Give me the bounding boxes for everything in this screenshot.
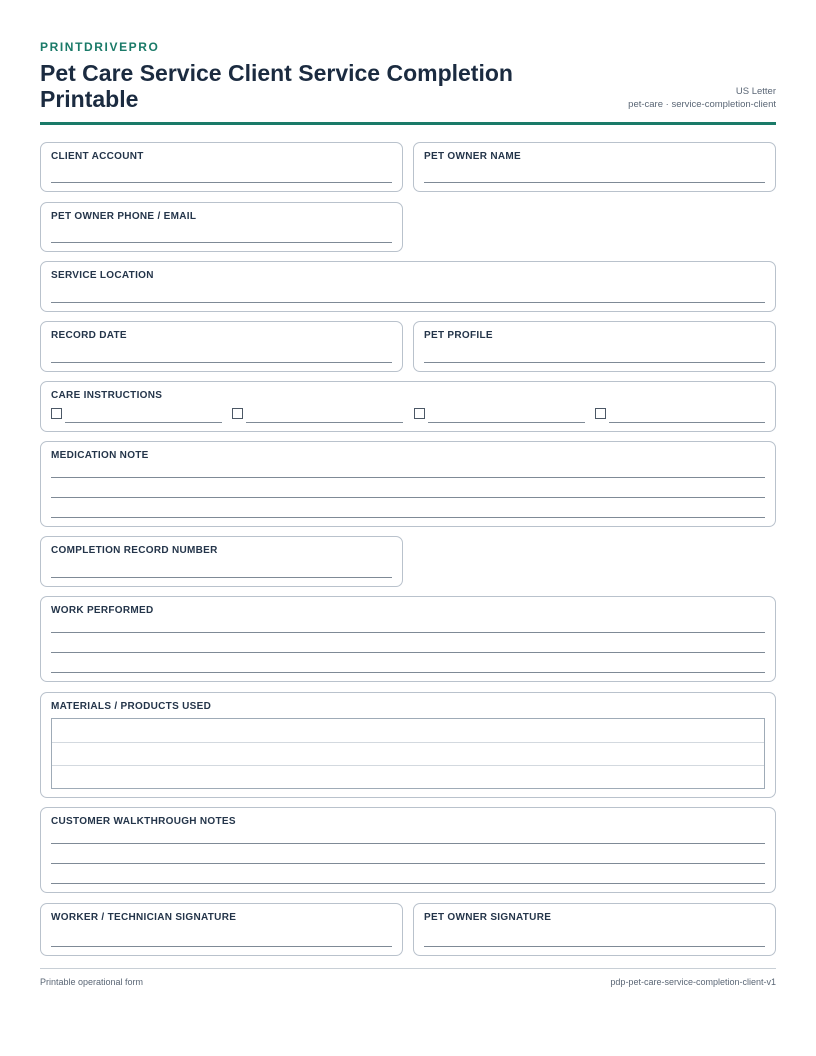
checkbox[interactable] xyxy=(595,408,606,419)
work-performed-line[interactable] xyxy=(51,672,765,673)
checkbox[interactable] xyxy=(414,408,425,419)
pet-owner-name-field[interactable] xyxy=(413,142,776,192)
care-instructions-field xyxy=(40,381,776,432)
care-instruction-line[interactable] xyxy=(428,422,585,423)
care-instruction-line[interactable] xyxy=(65,422,222,423)
completion-record-number-input-line[interactable] xyxy=(51,577,392,578)
client-account-field[interactable] xyxy=(40,142,403,192)
checkbox[interactable] xyxy=(51,408,62,419)
work-performed-label: WORK PERFORMED xyxy=(51,605,154,616)
owner-signature-line[interactable] xyxy=(424,946,765,947)
table-row[interactable] xyxy=(52,765,764,766)
completion-record-number-label: COMPLETION RECORD NUMBER xyxy=(51,545,218,556)
form-page xyxy=(40,40,776,110)
owner-signature-label: PET OWNER SIGNATURE xyxy=(424,912,552,923)
pet-owner-contact-label: PET OWNER PHONE / EMAIL xyxy=(51,211,197,222)
owner-signature-field[interactable] xyxy=(413,903,776,956)
completion-record-number-field[interactable] xyxy=(40,536,403,587)
footer-form-id: pdp-pet-care-service-completion-client-v1 xyxy=(610,977,776,987)
footer-divider xyxy=(40,968,776,969)
record-date-label: RECORD DATE xyxy=(51,330,127,341)
work-performed-field[interactable] xyxy=(40,596,776,682)
care-instruction-line[interactable] xyxy=(609,422,765,423)
worker-signature-label: WORKER / TECHNICIAN SIGNATURE xyxy=(51,912,237,923)
materials-table xyxy=(51,718,765,789)
medication-note-line[interactable] xyxy=(51,517,765,518)
pet-owner-contact-field[interactable] xyxy=(40,202,403,252)
client-account-label: CLIENT ACCOUNT xyxy=(51,151,144,162)
care-instructions-label: CARE INSTRUCTIONS xyxy=(51,390,163,401)
pet-owner-name-input-line[interactable] xyxy=(424,182,765,183)
care-instruction-item[interactable] xyxy=(51,407,222,423)
page-title: Pet Care Service Client Service Completion Printable xyxy=(40,60,513,112)
pet-profile-input-line[interactable] xyxy=(424,362,765,363)
medication-note-field[interactable] xyxy=(40,441,776,527)
care-instruction-line[interactable] xyxy=(246,422,403,423)
form-header xyxy=(40,40,776,110)
record-date-field[interactable] xyxy=(40,321,403,372)
walkthrough-notes-line[interactable] xyxy=(51,843,765,844)
table-row[interactable] xyxy=(52,742,764,743)
walkthrough-notes-line[interactable] xyxy=(51,883,765,884)
walkthrough-notes-field[interactable] xyxy=(40,807,776,893)
header-divider xyxy=(40,122,776,125)
client-account-input-line[interactable] xyxy=(51,182,392,183)
document-meta xyxy=(628,85,776,111)
medication-note-line[interactable] xyxy=(51,477,765,478)
medication-note-line[interactable] xyxy=(51,497,765,498)
pet-owner-name-label: PET OWNER NAME xyxy=(424,151,521,162)
footer-note: Printable operational form xyxy=(40,977,144,987)
service-location-label: SERVICE LOCATION xyxy=(51,270,154,281)
walkthrough-notes-label: CUSTOMER WALKTHROUGH NOTES xyxy=(51,816,236,827)
walkthrough-notes-line[interactable] xyxy=(51,863,765,864)
pet-profile-label: PET PROFILE xyxy=(424,330,493,341)
care-instruction-item[interactable] xyxy=(414,407,585,423)
service-location-field[interactable] xyxy=(40,261,776,312)
checkbox[interactable] xyxy=(232,408,243,419)
materials-used-label: MATERIALS / PRODUCTS USED xyxy=(51,701,212,712)
medication-note-label: MEDICATION NOTE xyxy=(51,450,149,461)
materials-used-field xyxy=(40,692,776,798)
page-size: US Letter xyxy=(735,86,776,97)
care-instruction-item[interactable] xyxy=(232,407,403,423)
template-id: pet-care · service-completion-client xyxy=(628,99,776,110)
care-instruction-item[interactable] xyxy=(595,407,765,423)
record-date-input-line[interactable] xyxy=(51,362,392,363)
brand-name: PRINTDRIVEPRO xyxy=(40,40,160,54)
pet-owner-contact-input-line[interactable] xyxy=(51,242,392,243)
worker-signature-line[interactable] xyxy=(51,946,392,947)
worker-signature-field[interactable] xyxy=(40,903,403,956)
work-performed-line[interactable] xyxy=(51,652,765,653)
service-location-input-line[interactable] xyxy=(51,302,765,303)
pet-profile-field[interactable] xyxy=(413,321,776,372)
work-performed-line[interactable] xyxy=(51,632,765,633)
